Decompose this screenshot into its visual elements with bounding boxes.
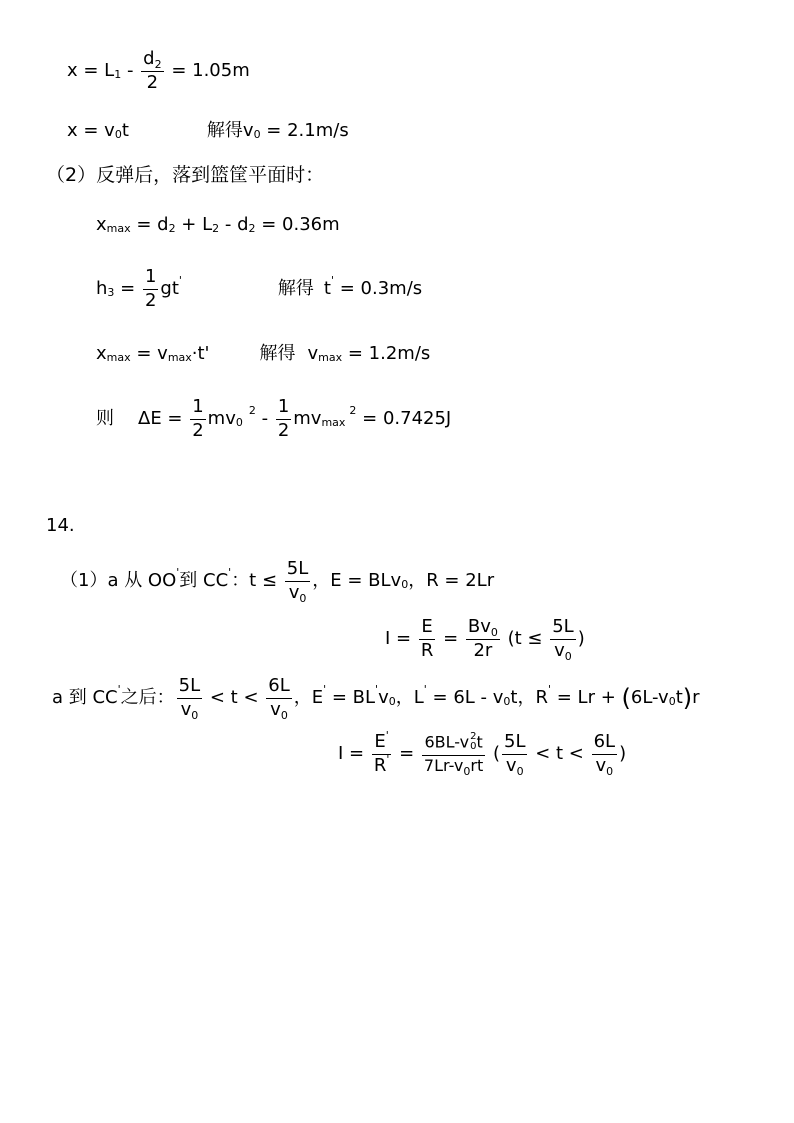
sub: 0 xyxy=(470,741,477,753)
text: t，R xyxy=(510,687,548,709)
eq-part1-range: （1）a 从 OO ' 到 CC ' ：t ≤ $\frac{5L}{v_0}$ ，E = BLv $_0$ ，R = 2Lr xyxy=(60,558,495,605)
text: ( xyxy=(487,743,500,765)
text: ) xyxy=(619,743,627,765)
supsub xyxy=(470,732,476,752)
text: I = xyxy=(338,743,370,765)
text: ，R = 2Lr xyxy=(408,570,495,592)
paren: ) xyxy=(682,684,693,713)
text: 2 xyxy=(146,71,159,93)
text: 2 xyxy=(192,419,204,441)
text: a 到 CC xyxy=(52,687,118,709)
text: v xyxy=(378,687,389,709)
sub: 0 xyxy=(463,765,471,779)
text: 5L xyxy=(550,618,575,640)
eq-xmax: x $_{max}$ = d $_2$ + L $_2$ - d $_2$ = 0.36m xyxy=(96,214,340,235)
text: = Lr + xyxy=(551,687,622,709)
fraction xyxy=(502,733,527,776)
text: v xyxy=(505,754,517,776)
fraction xyxy=(141,50,163,93)
text: x xyxy=(96,214,107,235)
text: gt xyxy=(160,278,179,300)
text: x = v xyxy=(67,120,115,141)
text: = 0.7425J xyxy=(356,408,452,430)
section-2-heading xyxy=(46,166,324,185)
fraction xyxy=(419,618,436,661)
text: 解得v xyxy=(206,120,254,141)
sub: 0 xyxy=(191,708,199,722)
eq-x-l1: x = L $_1$ - $\frac{d_2}{2}$ = 1.05m xyxy=(67,48,250,93)
sub: 0 xyxy=(490,626,498,639)
text: 解得 xyxy=(259,343,296,364)
text: mv xyxy=(207,408,236,430)
text: - d xyxy=(219,214,249,235)
text: = 6L - v xyxy=(426,687,504,709)
eq-x-v0t: x = v $_0$ t 解得v $_0$ = 2.1m/s xyxy=(67,120,349,141)
text: 14. xyxy=(46,515,75,536)
text: ，E xyxy=(293,687,324,709)
text: h xyxy=(96,278,108,300)
text: v xyxy=(595,754,607,776)
text: v xyxy=(180,698,192,720)
fraction xyxy=(143,268,158,311)
paren: ( xyxy=(621,684,631,713)
text: + L xyxy=(175,214,213,235)
text: I = xyxy=(385,628,417,650)
text: 则 xyxy=(96,408,114,430)
text: = xyxy=(393,743,420,765)
sub: 0 xyxy=(564,649,572,663)
fraction xyxy=(190,398,205,441)
text: 解得 xyxy=(277,278,314,300)
text: = 0.36m xyxy=(255,214,340,235)
sub: 0 xyxy=(606,764,614,778)
text: ) xyxy=(577,628,585,650)
text: mv xyxy=(293,408,322,430)
fraction xyxy=(592,733,617,776)
text: = xyxy=(114,278,141,300)
text: 2 xyxy=(277,419,290,441)
text: R xyxy=(373,754,387,776)
fraction xyxy=(177,677,202,720)
fraction xyxy=(276,398,291,441)
text: ：t ≤ xyxy=(231,570,283,592)
text: 5L xyxy=(285,560,310,582)
text: d xyxy=(143,48,155,69)
text: 1 xyxy=(276,398,291,420)
text: t xyxy=(121,120,129,141)
text: rt xyxy=(470,756,484,776)
text: 6L xyxy=(266,677,291,699)
text: r xyxy=(692,687,700,709)
text: 2r xyxy=(473,639,493,661)
text: 6L-v xyxy=(630,687,669,709)
text: t xyxy=(323,278,331,300)
eq-after-cc: a 到 CC ' 之后： $\frac{5L}{v_0}$ < t < $\frac{6L}{v_0}$ ，E ' = BL ' v $_0$ ，L ' = 6L - v $_0$ t，R ' = Lr + ( 6L-v $_0$ t ) r xyxy=(52,675,700,722)
text: < t < xyxy=(529,743,590,765)
fraction xyxy=(422,731,485,779)
eq-xmax-vmax: x $_{max}$ = v $_{max}$ ·t' 解得 v $_{max}$ = 1.2m/s xyxy=(96,343,431,364)
text: = 0.3m/s xyxy=(334,278,423,300)
text: 之后： xyxy=(120,687,175,709)
eq-current-2 xyxy=(338,729,627,779)
sup: ' xyxy=(386,752,390,766)
text: v xyxy=(288,581,300,603)
text: Bv xyxy=(467,616,491,637)
text: 6BL-v xyxy=(424,732,470,752)
eq-delta-e: 则 ΔE = $\frac{1}{2}$ mv $_0$ $^2$ - $\frac{1}{2}$ mv $_{max}$ $^2$ = 0.7425J xyxy=(96,396,452,441)
sub: 0 xyxy=(516,764,524,778)
text: E xyxy=(374,731,386,752)
fraction xyxy=(372,729,392,776)
text: = xyxy=(437,628,464,650)
text: = 1.2m/s xyxy=(342,343,431,364)
text: = v xyxy=(130,343,168,364)
text: (t ≤ xyxy=(501,628,549,650)
text: ，E = BLv xyxy=(312,570,402,592)
text: t xyxy=(675,687,683,709)
text: 1 xyxy=(143,268,158,290)
text: t xyxy=(476,732,483,752)
text: 2 xyxy=(144,289,157,311)
eq-current-1 xyxy=(385,618,585,661)
text: （2）反弹后，落到篮筐平面时： xyxy=(46,164,325,186)
text: v xyxy=(554,639,565,661)
sup: 2 xyxy=(470,731,477,743)
text: ，L xyxy=(395,687,424,709)
text: = BL xyxy=(326,687,376,709)
text: v xyxy=(270,698,281,720)
fraction xyxy=(466,618,500,661)
sub: 0 xyxy=(280,708,288,722)
fraction xyxy=(266,677,291,720)
text: x = L xyxy=(67,60,115,82)
text: （1）a 从 OO xyxy=(60,570,177,592)
text: R xyxy=(420,639,434,661)
text: 6L xyxy=(592,733,617,755)
fraction xyxy=(550,618,575,661)
text: < t < xyxy=(204,687,265,709)
text: ΔE = xyxy=(138,408,189,430)
text: = d xyxy=(130,214,169,235)
sub: 2 xyxy=(154,58,162,71)
text: - xyxy=(121,60,140,82)
text: = 2.1m/s xyxy=(260,120,349,141)
text: x xyxy=(96,343,107,364)
text: 7Lr-v xyxy=(423,756,464,776)
problem-number xyxy=(46,517,75,535)
text: E xyxy=(419,618,434,640)
sub: 0 xyxy=(299,591,307,605)
text: 5L xyxy=(177,677,202,699)
text: ·t' xyxy=(191,343,210,364)
text: 5L xyxy=(502,733,527,755)
eq-h3: h $_3$ = $\frac{1}{2}$ gt ' 解得 t ' = 0.3m/s xyxy=(96,266,423,311)
text: v xyxy=(307,343,319,364)
text: 到 CC xyxy=(179,570,229,592)
text: - xyxy=(255,408,274,430)
text: = 1.05m xyxy=(165,60,250,82)
sup: ' xyxy=(385,729,389,742)
fraction xyxy=(285,560,310,603)
text: 1 xyxy=(190,398,205,420)
